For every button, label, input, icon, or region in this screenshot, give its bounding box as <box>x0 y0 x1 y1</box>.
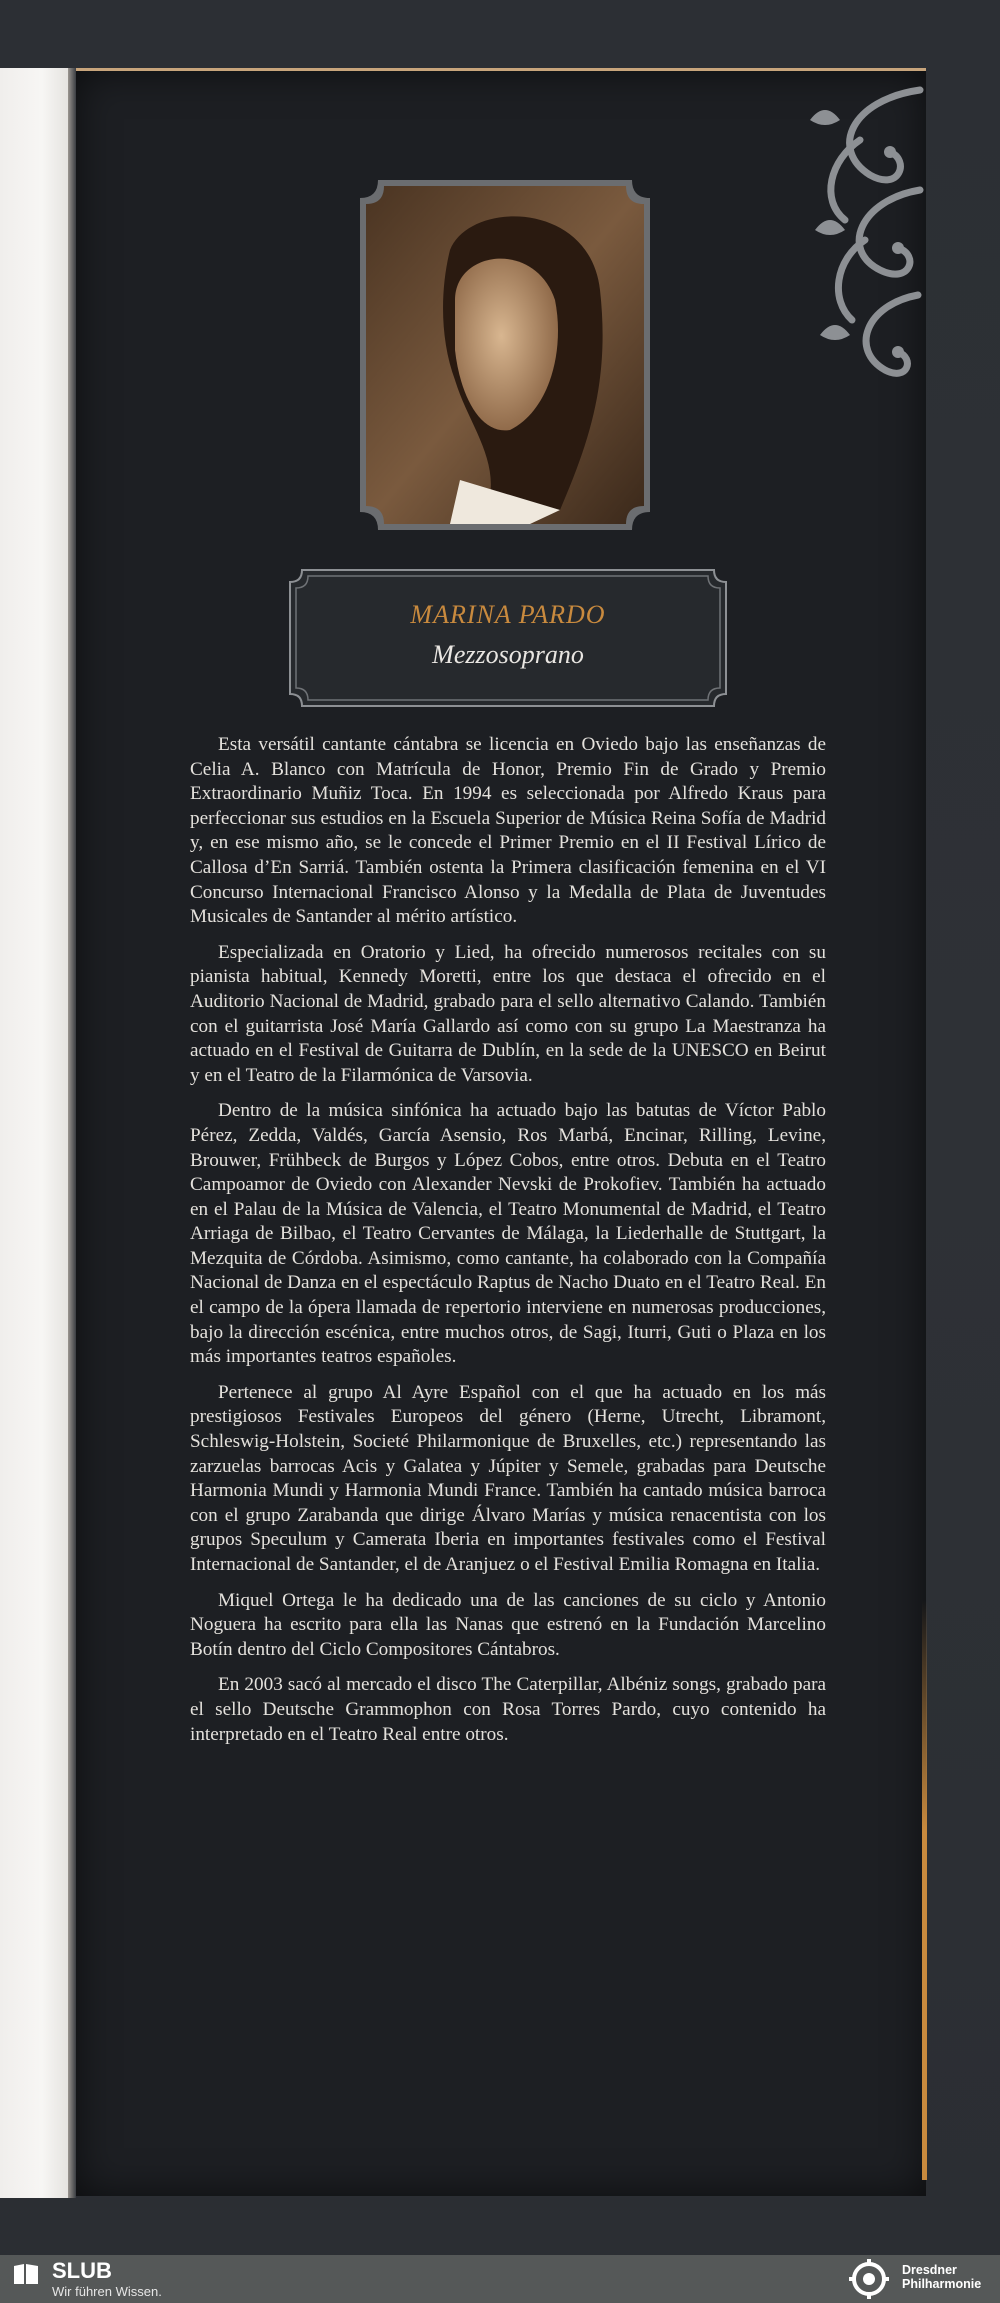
philharmonie-logo-icon <box>842 2259 896 2299</box>
library-tagline: Wir führen Wissen. <box>52 2284 162 2299</box>
partner-line-2: Philharmonie <box>902 2277 982 2291</box>
page-fold-shadow <box>68 68 76 2198</box>
bio-paragraph: Miquel Ortega le ha dedicado una de las canciones de su ciclo y Antonio Noguera ha escrito para ella las Nanas que estrenó en la Fundación Marcelino Botín dentro del Ciclo Compositores Cántabros. <box>190 1589 826 1660</box>
name-frame <box>288 568 728 708</box>
partner-line-1: Dresdner <box>902 2263 957 2277</box>
left-page-strip <box>0 68 72 2198</box>
bio-paragraph: Especializada en Oratorio y Lied, ha ofrecido numerosos recitales con su pianista habitual, Kennedy Moretti, entre los que destaca el ofrecido en el Auditorio Nacional de Madrid, grabado para el sello alternativo Calando. También con el guitarrista José María Gallardo así como con su grupo La Maestranza ha actuado en el Festival de Guitarra de Dublín, en la sede de la UNESCO en Beirut y en el Teatro de la Filarmónica de Varsovia. <box>190 941 826 1086</box>
slub-book-icon <box>12 2262 40 2286</box>
biography <box>190 733 826 1758</box>
decorative-flourish-icon <box>790 80 930 420</box>
portrait-photo <box>360 180 650 530</box>
bio-paragraph: Esta versátil cantante cántabra se licencia en Oviedo bajo las enseñanzas de Celia A. Blanco con Matrícula de Honor, Premio Fin de Grado y Premio Extraordinario Muñiz Toca. En 1994 es seleccionada por Alfredo Kraus para perfeccionar sus estudios en la Escuela Superior de Música Reina Sofía de Madrid y, en ese mismo año, se le concede el Primer Premio en el II Festival Lírico de Callosa d’En Sarriá. También ostenta la Primera clasificación femenina en el VI Concurso Internacional Francisco Alonso y la Medalla de Plata de Juventudes Musicales de Santander al mérito artístico. <box>190 734 826 928</box>
bio-paragraph: En 2003 sacó al mercado el disco The Caterpillar, Albéniz songs, grabado para el sello Deutsche Grammophon con Rosa Torres Pardo, cuyo contenido ha interpretado en el Teatro Real entre otros. <box>190 1674 826 1745</box>
artist-role: Mezzosoprano <box>432 640 584 669</box>
library-logo-text[interactable]: SLUB <box>52 2258 112 2283</box>
bio-paragraph: Pertenece al grupo Al Ayre Español con el que ha actuado en los más prestigiosos Festivales Europeos del género (Herne, Utrecht, Libramont, Schleswig-Holstein, Societé Philarmonique de Bruxelles, etc.) representando las zarzuelas barrocas Acis y Galatea y Júpiter y Semele, grabadas para Deutsche Harmonia Mundi y Harmonia Mundi France. También ha cantado música barroca con el grupo Zarabanda que dirige Álvaro Marías y música renacentista con los grupos Speculum y Camerata Iberia en importantes festivales como el Festival Internacional de Santander, el de Aranjuez o el Festival Emilia Romagna en Italia. <box>190 1381 826 1575</box>
page-right-edge <box>922 1600 927 2180</box>
bio-paragraph: Dentro de la música sinfónica ha actuado bajo las batutas de Víctor Pablo Pérez, Zedda, Valdés, García Asensio, Ros Marbá, Encinar, Rilling, Levine, Brouwer, Frühbeck de Burgos y López Cobos, entre otros. Debuta en el Teatro Campoamor de Oviedo con Alexander Nevski de Prokofiev. También ha actuado en el Palau de la Música de Valencia, el Teatro Monumental de Madrid, el Teatro Arriaga de Bilbao, el Teatro Cervantes de Málaga, la Liederhalle de Stuttgart, la Mezquita de Córdoba. Asimismo, como cantante, ha colaborado con la Compañía Nacional de Danza en el espectáculo Raptus de Nacho Duato en el Teatro Real. En el campo de la ópera llamada de repertorio interviene en numerosas producciones, bajo la dirección escénica, entre muchos otros, de Sagi, Iturri, Guti o Plaza en los más importantes teatros españoles. <box>190 1100 826 1368</box>
partner-logo-text[interactable] <box>902 2263 981 2291</box>
artist-name: MARINA PARDO <box>410 600 606 629</box>
